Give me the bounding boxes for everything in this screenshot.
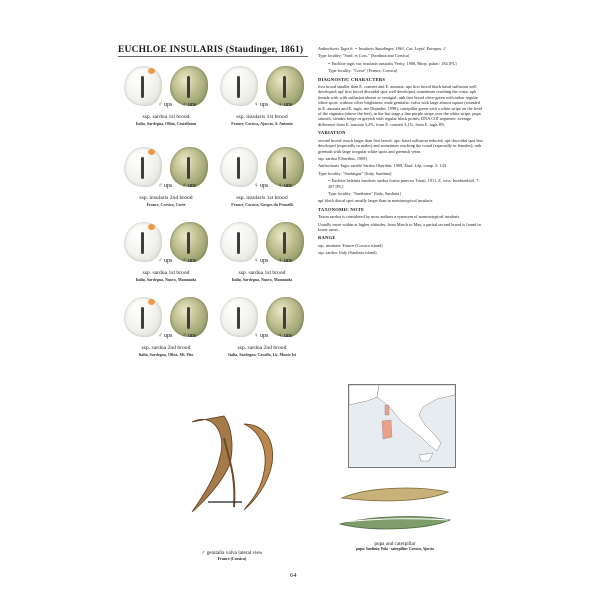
range-insularis: ssp. insularis: France (Corsica island) <box>318 242 383 248</box>
page-number: 64 <box>290 572 297 579</box>
distribution-map <box>348 384 456 468</box>
sex-label-underside: ♀ uns <box>278 258 293 264</box>
plate-caption-title: ssp. sardoa 1st brood <box>238 270 286 276</box>
butterfly-body <box>141 307 144 329</box>
sardoa-note: upf black discal spot usually larger than in nominotypical insularis <box>318 198 433 204</box>
plate-caption-locality: France, Corsica, Ajaccio, S. Antonio <box>231 121 293 126</box>
butterfly-plate <box>214 143 310 217</box>
butterfly-body <box>187 157 190 179</box>
taxonomic-text: Taxon sardoa is considered by most authors a synonym of nominotypical insularis. <box>318 214 461 220</box>
sardinia-range <box>382 420 392 439</box>
text-column <box>318 46 484 258</box>
sardoa-synonym: = Euchloe belemia insularis sardoa forma praecox Turati, 1911, Z. wiss. Insektenbiol. 7: 207 [PL] <box>328 178 480 189</box>
orange-tip-mark <box>148 224 155 230</box>
plate-caption-locality: Italia, Sardegna, Nuoro, Mamoiada <box>231 277 293 282</box>
sardoa-locality: Type locality: "Sardaigne" [Italy, Sardinia] <box>318 170 392 176</box>
diagnostic-heading: DIAGNOSTIC CHARACTERS <box>318 76 386 82</box>
orange-tip-mark <box>148 68 155 74</box>
butterfly-body <box>187 232 190 254</box>
butterfly-body <box>283 76 286 98</box>
butterfly-body <box>141 76 144 98</box>
range-heading: RANGE <box>318 235 336 241</box>
plate-caption-title: ssp. insularis 1st brood <box>236 114 288 120</box>
sex-label-upperside: ♂ ups <box>158 333 173 339</box>
plate-caption <box>118 114 214 126</box>
plate-caption-title: ssp. sardoa 2nd brood <box>237 345 287 351</box>
plate-caption-title: ssp. insularis 1st brood <box>236 195 288 201</box>
butterfly-plate <box>214 293 310 367</box>
plate-caption <box>214 270 310 282</box>
butterfly-body <box>187 76 190 98</box>
orange-tip-mark <box>148 299 155 305</box>
taxonomic-heading: TAXONOMIC NOTE <box>318 206 365 212</box>
genitalia-caption: ♂ genitalia valva lateral view France (Corsica) <box>201 550 263 561</box>
sex-label-upperside: ♂ ups <box>158 183 173 189</box>
italy-map-svg <box>349 385 455 467</box>
synonym-locality: Type locality: "Corse" [France, Corsica] <box>328 68 398 74</box>
butterfly-body <box>283 307 286 329</box>
sex-label-underside: ♂ uns <box>182 183 197 189</box>
larva-caption: pupa and caterpillar pupa: Sardinia, Pula - caterpillar: Corsica, Ajaccio <box>355 541 435 551</box>
butterfly-plate <box>214 62 310 136</box>
sex-label-underside: ♀ uns <box>278 333 293 339</box>
butterfly-plate <box>214 218 310 292</box>
sex-label-upperside: ♀ ups <box>254 258 269 264</box>
plate-caption-title: ssp. sardoa 1st brood <box>142 270 190 276</box>
plate-caption-title: ssp. sardoa 2nd brood <box>141 345 191 351</box>
plate-caption-title: ssp. insularis 2nd brood <box>139 195 193 201</box>
butterfly-body <box>237 76 240 98</box>
butterfly-plate <box>118 62 214 136</box>
plate-caption-locality: France, Corsica, Corte <box>146 202 186 207</box>
title-rule <box>118 56 308 57</box>
taxonomic-text-2: Usually more within at higher altitudes, from March to May, a partial second brood is found in lower areas. <box>318 221 481 232</box>
sex-label-upperside: ♀ ups <box>254 333 269 339</box>
butterfly-body <box>237 307 240 329</box>
plate-caption-locality: France, Corsica, Gorges du Prunelli <box>231 202 293 207</box>
synonym: = Euchloe tagis var. insularis australis Verity, 1908, Rhop. palae.: 184 [PL] <box>328 60 457 66</box>
plate-caption <box>214 345 310 357</box>
plate-caption <box>214 195 310 207</box>
sardoa-title: ssp. sardoa (Oberthür, 1909) <box>318 155 367 161</box>
butterfly-body <box>141 157 144 179</box>
butterfly-plate <box>118 143 214 217</box>
genitalia-svg <box>172 402 292 522</box>
plate-caption-title: ssp. sardoa 1st brood <box>142 114 190 120</box>
sex-label-underside: ♂ uns <box>182 258 197 264</box>
pupa-caterpillar-svg <box>330 478 460 538</box>
butterfly-body <box>237 157 240 179</box>
butterfly-body <box>141 232 144 254</box>
sex-label-upperside: ♂ ups <box>158 102 173 108</box>
plate-caption <box>118 270 214 282</box>
butterfly-plate <box>118 218 214 292</box>
variation-heading: VARIATION <box>318 130 346 136</box>
plate-caption-locality: Italia, Sardegna, Cavallo, Lk. Monte Isi <box>228 352 296 357</box>
plate-caption <box>214 114 310 126</box>
type-locality: Type locality: "Sard. et Cors." [Sardinia and Corsica] <box>318 53 410 59</box>
sardoa-synonym-locality: Type locality: "Sardinien" [Italy, Sardinia] <box>328 190 401 196</box>
variation-text: second brood: much larger than first brood; ups: basal suffusion reduced; upf discoidal spot less developed (especially in males) and sometimes reaching the costal (especially in females); unh greenish with large irregular white spots and greenish veins <box>318 137 483 154</box>
corsica-range <box>385 405 389 415</box>
sex-label-underside: ♂ uns <box>182 333 197 339</box>
sex-label-upperside: ♀ ups <box>254 183 269 189</box>
plate-caption <box>118 195 214 207</box>
sex-label-upperside: ♂ ups <box>158 258 173 264</box>
butterfly-body <box>237 232 240 254</box>
sex-label-upperside: ♀ ups <box>254 102 269 108</box>
butterfly-body <box>187 307 190 329</box>
page-title: EUCHLOE INSULARIS (Staudinger, 1861) <box>118 45 304 55</box>
plate-caption-locality: Italia, Sardegna, Nuoro, Mamoiada <box>135 277 197 282</box>
sex-label-underside: ♂ uns <box>182 102 197 108</box>
sex-label-underside: ♀ uns <box>278 183 293 189</box>
sex-label-underside: ♀ uns <box>278 102 293 108</box>
butterfly-body <box>283 157 286 179</box>
plate-caption <box>118 345 214 357</box>
intro: Anthocharis Tagis b. = Insularis Staudinger, 1861, Cat. Lepid. Europas: 2 <box>318 46 446 51</box>
orange-tip-mark <box>148 149 155 155</box>
range-sardoa: ssp. sardoa: Italy (Sardinia island) <box>318 250 377 256</box>
sardoa-ref: Anthocharis Tagis variété Sardoa Oberthür, 1909, Étud. Lép. comp. 3: 143 <box>318 163 446 169</box>
plate-caption-locality: Italia, Sardegna, Olbia, Castelfatan <box>135 121 197 126</box>
plate-caption-locality: Italia, Sardegna, Olbia, Mt. Pito <box>138 352 194 357</box>
butterfly-plate <box>118 293 214 367</box>
diagnostic-text: first brood smaller than E. crameri and E. ausonia; ups first brood black basal suffusion well developed; upf first brood discoidal spot well developed, sometimes reaching the costa; uph female with with suffusion absent or vestigial; unh first brood olive-green with rather regular white spots, without silver brightness; male genitalia: valva with large almost square (rounded in E. ausonia and E. tagis, see Dujardin, 1998); caterpillar green with a white stripe on the level of the stigmata (above the feet), in the last stage a fine purple stripe over the white stripe; pupa smooth, slender, beige or greyish with regular black points; DNA COI sequence: average difference from E. ausonia 3,2%, from E. crameri 3,1%, from E. tagis 8% <box>318 84 483 127</box>
butterfly-body <box>283 232 286 254</box>
